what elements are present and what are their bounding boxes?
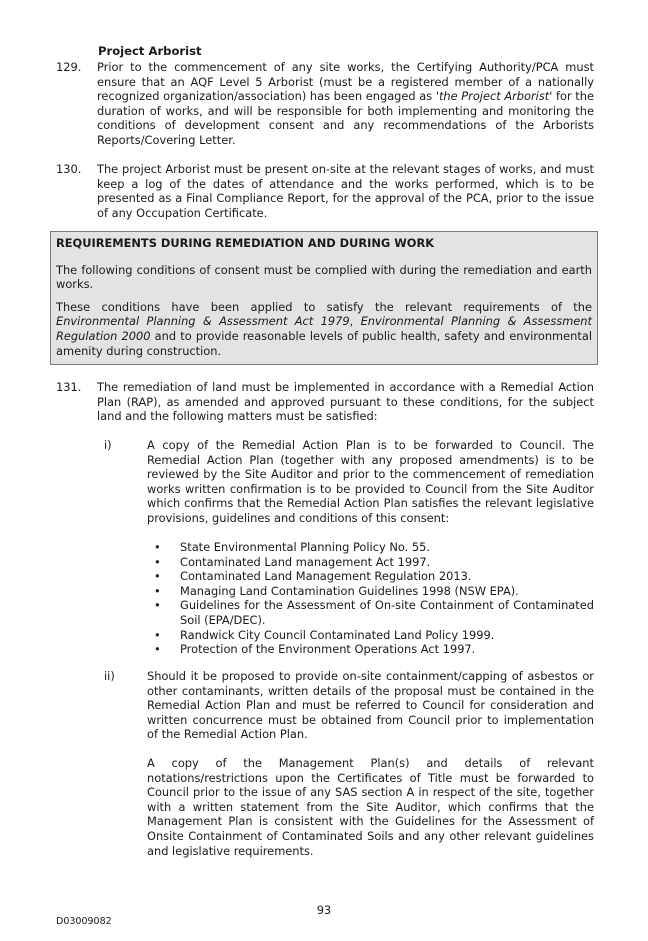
box-paragraph-1: The following conditions of consent must be complied with during the remediation and earth works.	[56, 262, 592, 292]
list-item: • Managing Land Contamination Guidelines 1998 (NSW EPA).	[154, 583, 519, 598]
bullet-icon: •	[154, 642, 161, 657]
requirements-box	[50, 231, 598, 365]
list-item: • Contaminated Land Management Regulation 2013.	[154, 569, 472, 584]
list-item: • Protection of the Environment Operations Act 1997.	[154, 642, 476, 657]
clause-number: 130.	[56, 162, 82, 176]
bullet-icon: •	[154, 583, 161, 598]
clause-number: 129.	[56, 60, 82, 74]
subclause-number: ii)	[104, 669, 115, 683]
bullet-icon: •	[154, 598, 161, 613]
clause-text: Prior to the commencement of any site works, the Certifying Authority/PCA must ensure that an AQF Level 5 Arborist (must be a registered member of a nationally recognized organization/association) has been engaged as 'the Project Arborist' for the duration of works, and will be responsible for both implementing and monitoring the conditions of development consent and any recommendations of the Arborists Reports/Covering Letter.	[97, 60, 594, 147]
management-plan-paragraph: A copy of the Management Plan(s) and details of relevant notations/restrictions upon the Certificates of Title must be forwarded to Council prior to the issue of any SAS section A in respect of the site, together with a written statement from the Site Auditor, which confirms that the Management Plan is consistent with the Guidelines for the Assessment of Onsite Containment of Contaminated Soils and any other relevant guidelines and legislative requirements.	[147, 756, 594, 858]
box-paragraph-2: These conditions have been applied to satisfy the relevant requirements of the Environmental Planning & Assessment Act 1979, Environmental Planning & Assessment Regulation 2000 and to provide reasonable levels of public health, safety and environmental amenity during construction.	[56, 299, 592, 358]
section-heading: Project Arborist	[98, 44, 202, 58]
subclause-text: A copy of the Remedial Action Plan is to be forwarded to Council. The Remedial Action Plan (together with any proposed amendments) is to be reviewed by the Site Auditor and prior to the commencement of remediation works written confirmation is to be provided to Council from the Site Auditor which confirms that the Remedial Action Plan satisfies the relevant legislative provisions, guidelines and conditions of this consent:	[147, 438, 594, 525]
legislation-list	[154, 540, 594, 657]
subclause-text: Should it be proposed to provide on-site containment/capping of asbestos or other contaminants, written details of the proposal must be contained in the Remedial Action Plan and must be referred to Council for consideration and written concurrence must be obtained from Council prior to implementation of the Remedial Action Plan.	[147, 669, 594, 742]
clause-131	[56, 380, 594, 424]
clause-129	[56, 60, 594, 148]
list-item: • Contaminated Land management Act 1997.	[154, 554, 431, 569]
clause-130	[56, 162, 594, 220]
list-item: • State Environmental Planning Policy No. 55.	[154, 540, 430, 554]
bullet-icon: •	[154, 627, 161, 642]
bullet-icon: •	[154, 540, 161, 554]
list-item: • Randwick City Council Contaminated Land Policy 1999.	[154, 627, 495, 642]
document-id: D03009082	[56, 916, 112, 927]
subclause-number: i)	[104, 438, 112, 452]
bullet-icon: •	[154, 554, 161, 569]
bullet-icon: •	[154, 569, 161, 584]
list-item: • Guidelines for the Assessment of On-site Containment of Contaminated Soil (EPA/DEC).	[154, 598, 594, 627]
subclause-ii	[104, 669, 594, 742]
subclause-i	[104, 438, 594, 526]
clause-text: The remediation of land must be implemented in accordance with a Remedial Action Plan (RAP), as amended and approved pursuant to these conditions, for the subject land and the following matters must be satisfied:	[97, 380, 594, 424]
box-title: REQUIREMENTS DURING REMEDIATION AND DURING WORK	[56, 236, 435, 250]
clause-text: The project Arborist must be present on-site at the relevant stages of works, and must keep a log of the dates of attendance and the works performed, which is to be presented as a Final Compliance Report, for the approval of the PCA, prior to the issue of any Occupation Certificate.	[97, 162, 594, 220]
page-number: 93	[316, 903, 332, 917]
clause-number: 131.	[56, 380, 82, 394]
